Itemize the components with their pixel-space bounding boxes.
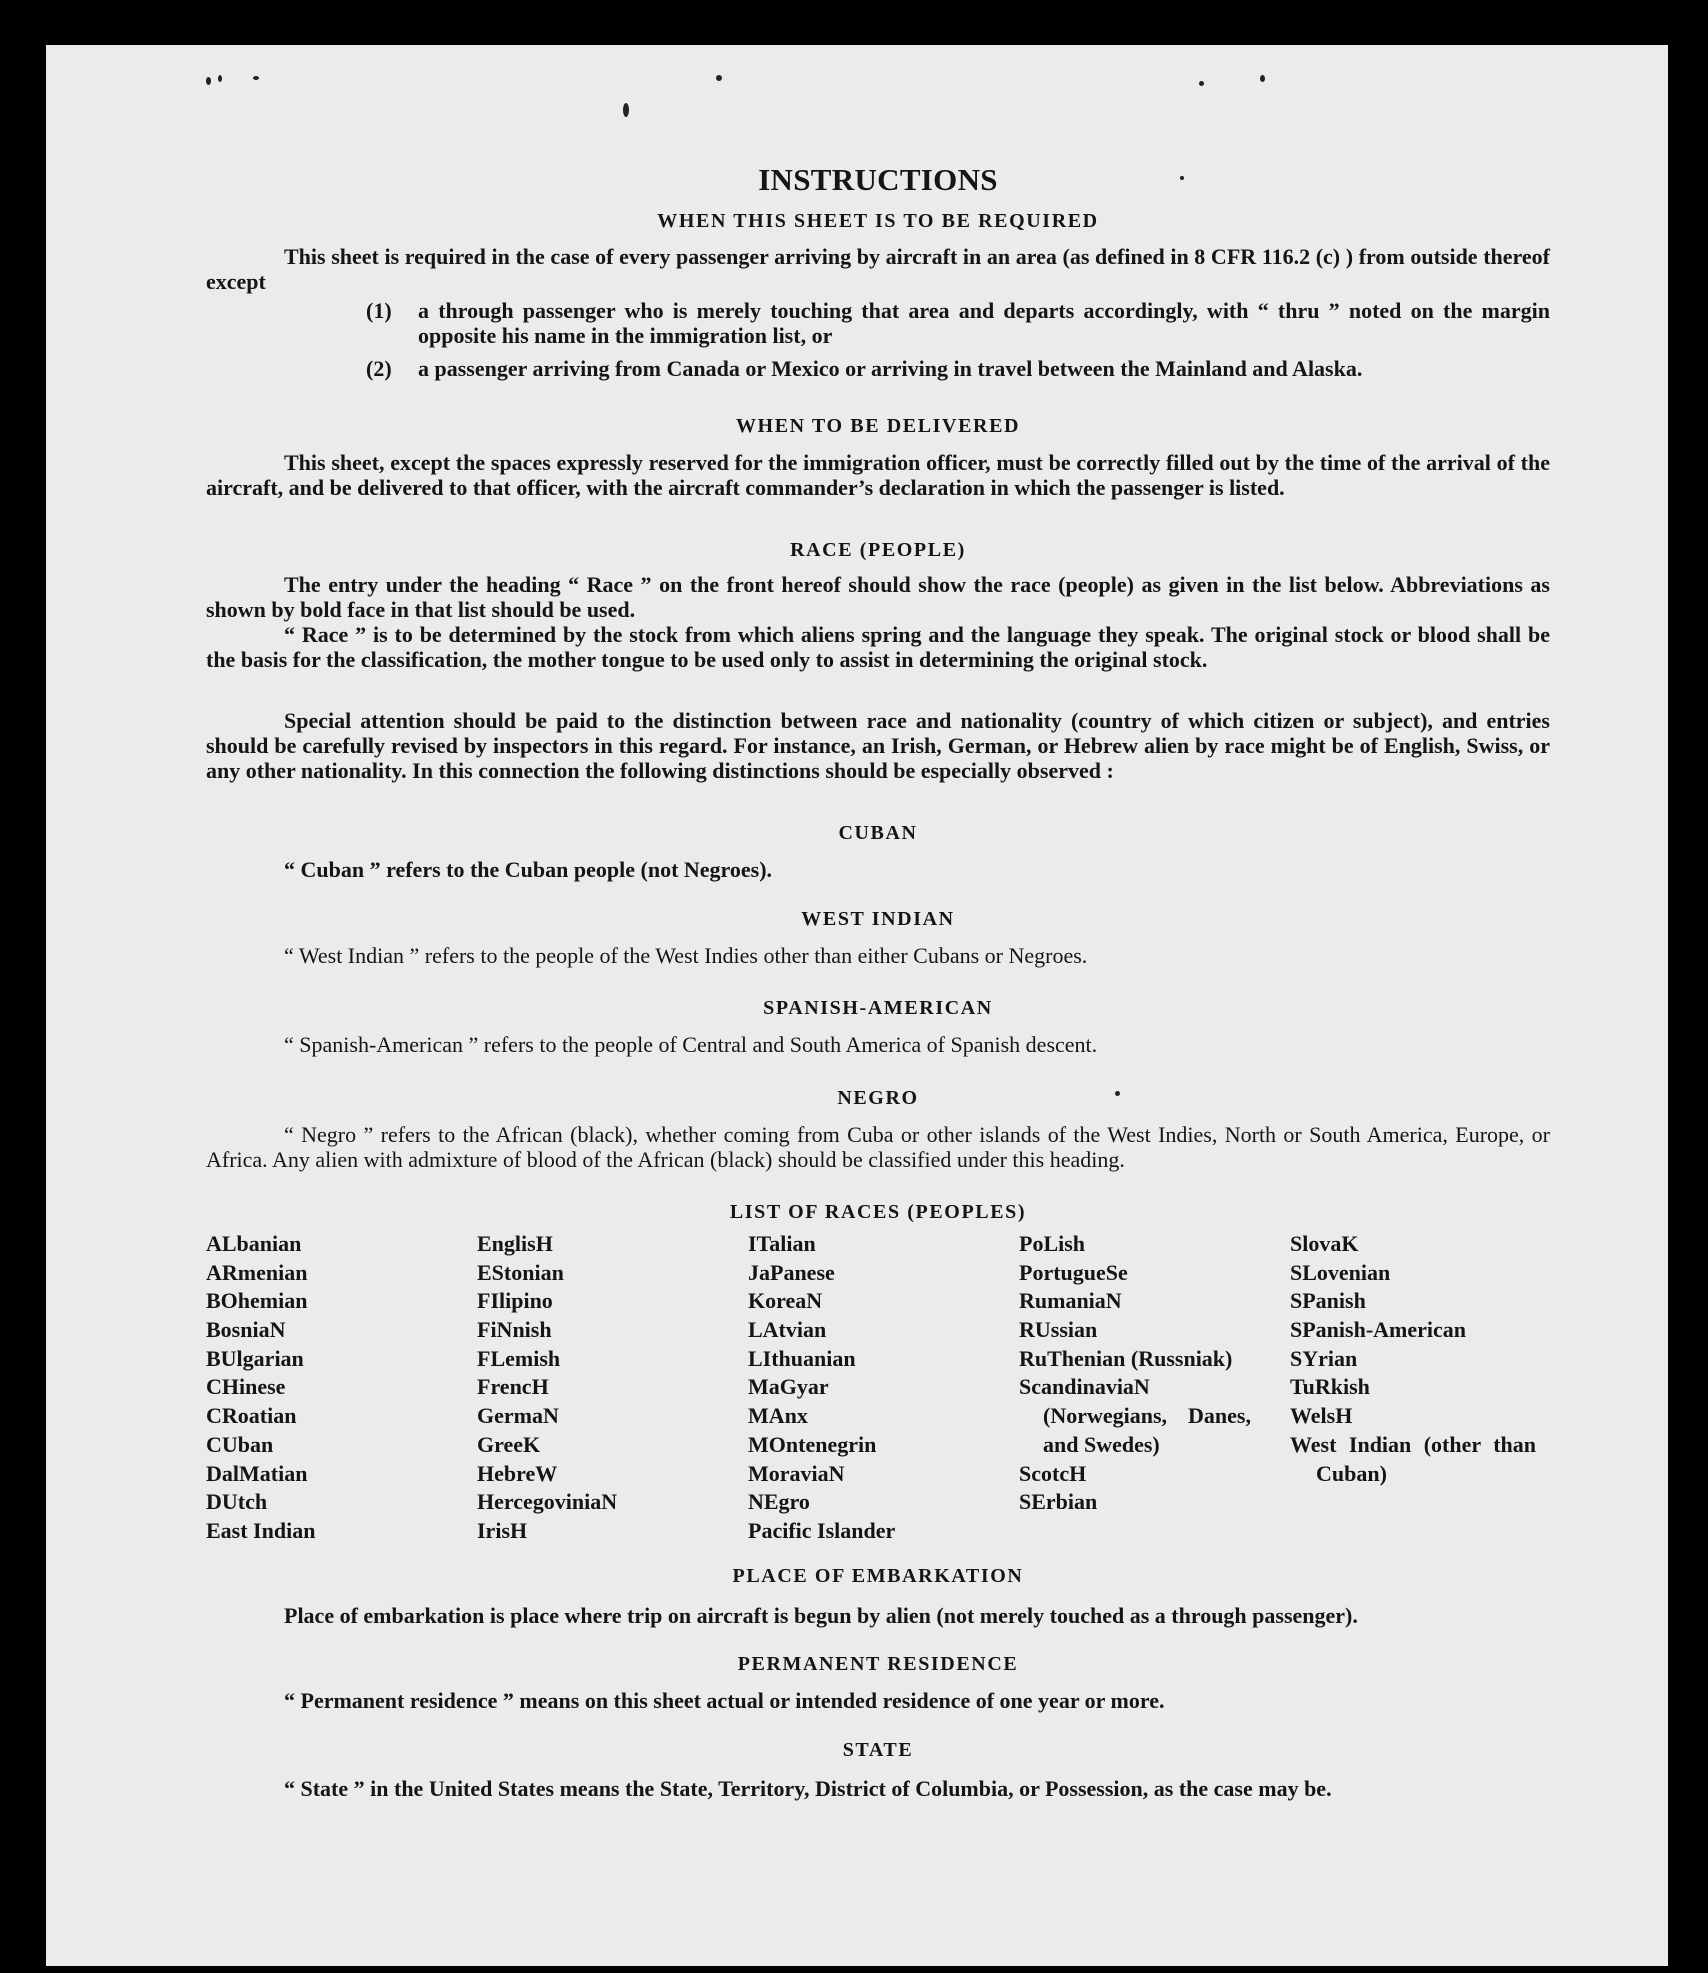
race-entry: HebreW (477, 1460, 558, 1486)
race-entry: CHinese (206, 1374, 286, 1400)
race-entry: CUban (206, 1431, 274, 1457)
exception-item-2 (366, 356, 1550, 381)
race-entry: NEgro (748, 1489, 810, 1515)
race-paragraph-1: The entry under the heading “ Race ” on the front hereof should show the race (people) as given in the list below. Abbreviations as shown by bold face in that list should be used. (206, 572, 1550, 622)
race-entry: SErbian (1019, 1489, 1098, 1515)
item-number: (1) (366, 298, 392, 323)
scan-speck (218, 75, 222, 82)
race-paragraph-2: “ Race ” is to be determined by the stock from which aliens spring and the language they speak. The original stock or blood shall be the basis for the classification, the mother tongue to be used only to assist in determining the original stock. (206, 622, 1550, 672)
race-entry: SPanish (1290, 1288, 1366, 1314)
required-text: This sheet is required in the case of every passenger arriving by aircraft in an area (as defined in 8 CFR 116.2 (c) ) from outside thereof except (206, 244, 1550, 294)
race-paragraph-3: Special attention should be paid to the distinction between race and nationality (country of which citizen or subject), and entries should be carefully revised by inspectors in this regard. For instance, an Irish, German, or Hebrew alien by race might be of English, Swiss, or any other nationality. In this connection the following distinctions should be especially observed : (206, 708, 1550, 783)
state-text: “ State ” in the United States means the State, Territory, District of Columbia, or Possession, as the case may be. (284, 1776, 1332, 1801)
item-number: (2) (366, 356, 392, 381)
scan-speck (206, 77, 211, 85)
race-entry: IrisH (477, 1517, 528, 1543)
races-column-3 (748, 1230, 988, 1546)
race-entry: RumaniaN (1019, 1288, 1122, 1314)
race-entry: Pacific Islander (748, 1517, 896, 1543)
race-entry: HercegoviniaN (477, 1489, 618, 1515)
race-entry: MAnx (748, 1403, 808, 1429)
race-entry: WelsH (1290, 1403, 1353, 1429)
race-entry: SYrian (1290, 1345, 1358, 1371)
heading-spanish-american: SPANISH-AMERICAN (763, 997, 993, 1019)
race-entry: EStonian (477, 1259, 564, 1285)
race-entry: East Indian (206, 1517, 316, 1543)
exception-item-1 (366, 298, 1550, 348)
races-column-2 (477, 1230, 717, 1546)
race-entry: FrencH (477, 1374, 549, 1400)
race-entry: BUlgarian (206, 1345, 304, 1371)
race-entry: DUtch (206, 1489, 268, 1515)
residence-text: “ Permanent residence ” means on this sheet actual or intended residence of one year or more. (284, 1688, 1165, 1713)
heading-negro: NEGRO (837, 1087, 919, 1109)
heading-state: STATE (842, 1739, 914, 1761)
race-entry: ScotcH (1019, 1460, 1087, 1486)
race-entry: LAtvian (748, 1317, 827, 1343)
race-entry: DalMatian (206, 1460, 308, 1486)
race-entry: EnglisH (477, 1231, 553, 1256)
west-indian-text: “ West Indian ” refers to the people of the West Indies other than either Cubans or Negroes. (284, 943, 1088, 968)
item-text: a through passenger who is merely touching that area and departs accordingly, with “ thru ” noted on the margin opposite his name in the immigration list, or (418, 298, 1550, 348)
race-entry: KoreaN (748, 1288, 823, 1314)
race-entry: SlovaK (1290, 1231, 1359, 1256)
race-entry: RUssian (1019, 1317, 1098, 1343)
races-column-4 (1019, 1230, 1251, 1517)
negro-text: “ Negro ” refers to the African (black), whether coming from Cuba or other islands of the West Indies, North or South America, Europe, or Africa. Any alien with admixture of blood of the African (black) should be classified under this heading. (206, 1122, 1550, 1172)
heading-required: WHEN THIS SHEET IS TO BE REQUIRED (657, 210, 1099, 232)
heading-west-indian: WEST INDIAN (801, 908, 955, 930)
heading-embarkation: PLACE OF EMBARKATION (732, 1565, 1024, 1587)
race-entry: MaGyar (748, 1374, 829, 1400)
race-entry: FLemish (477, 1345, 561, 1371)
races-column-1 (206, 1230, 446, 1546)
spanish-american-text: “ Spanish-American ” refers to the people of Central and South America of Spanish descent. (284, 1032, 1098, 1057)
heading-cuban: CUBAN (838, 822, 918, 844)
race-entry: SLovenian (1290, 1259, 1391, 1285)
race-entry: CRoatian (206, 1403, 297, 1429)
race-entry: GermaN (477, 1403, 559, 1429)
heading-permanent-residence: PERMANENT RESIDENCE (737, 1653, 1019, 1675)
race-entry: SPanish-American (1290, 1317, 1466, 1343)
race-entry: TuRkish (1290, 1374, 1370, 1400)
cuban-text: “ Cuban ” refers to the Cuban people (not Negroes). (284, 857, 773, 882)
race-entry: GreeK (477, 1431, 541, 1457)
race-entry: BosniaN (206, 1317, 286, 1343)
scan-speck (253, 76, 259, 80)
race-entry: FiNnish (477, 1317, 552, 1343)
page-title: INSTRUCTIONS (758, 162, 998, 197)
race-entry: ScandinaviaN (Norwegians, Danes, and Swedes) (1019, 1374, 1251, 1457)
scan-speck (716, 75, 722, 81)
document-page (46, 45, 1668, 1966)
race-entry: MoraviaN (748, 1460, 845, 1486)
race-entry: PoLish (1019, 1231, 1086, 1256)
race-entry: PortugueSe (1019, 1259, 1128, 1285)
race-entry: ARmenian (206, 1259, 308, 1285)
races-column-5 (1290, 1230, 1550, 1488)
race-entry: MOntenegrin (748, 1431, 877, 1457)
embarkation-text: Place of embarkation is place where trip on aircraft is begun by alien (not merely touched as a through passenger). (284, 1603, 1358, 1628)
race-entry: FIlipino (477, 1288, 553, 1314)
race-entry: JaPanese (748, 1259, 835, 1285)
race-entry: RuThenian (Russniak) (1019, 1345, 1233, 1371)
race-entry: ALbanian (206, 1231, 302, 1256)
scan-speck (1199, 81, 1204, 86)
race-entry: BOhemian (206, 1288, 308, 1314)
race-entry: West Indian (other than Cuban) (1290, 1431, 1536, 1486)
scan-speck (1260, 75, 1265, 82)
delivered-text: This sheet, except the spaces expressly reserved for the immigration officer, must be correctly filled out by the time of the arrival of the aircraft, and be delivered to that officer, with the aircraft commander’s declaration in which the passenger is listed. (206, 450, 1550, 500)
race-entry: ITalian (748, 1231, 816, 1256)
item-text: a passenger arriving from Canada or Mexico or arriving in travel between the Mainland and Alaska. (418, 356, 1363, 381)
race-entry: LIthuanian (748, 1345, 856, 1371)
heading-list-of-races: LIST OF RACES (PEOPLES) (729, 1201, 1027, 1223)
scan-speck (623, 103, 629, 117)
heading-delivered: WHEN TO BE DELIVERED (735, 415, 1021, 437)
heading-race: RACE (PEOPLE) (790, 539, 966, 561)
